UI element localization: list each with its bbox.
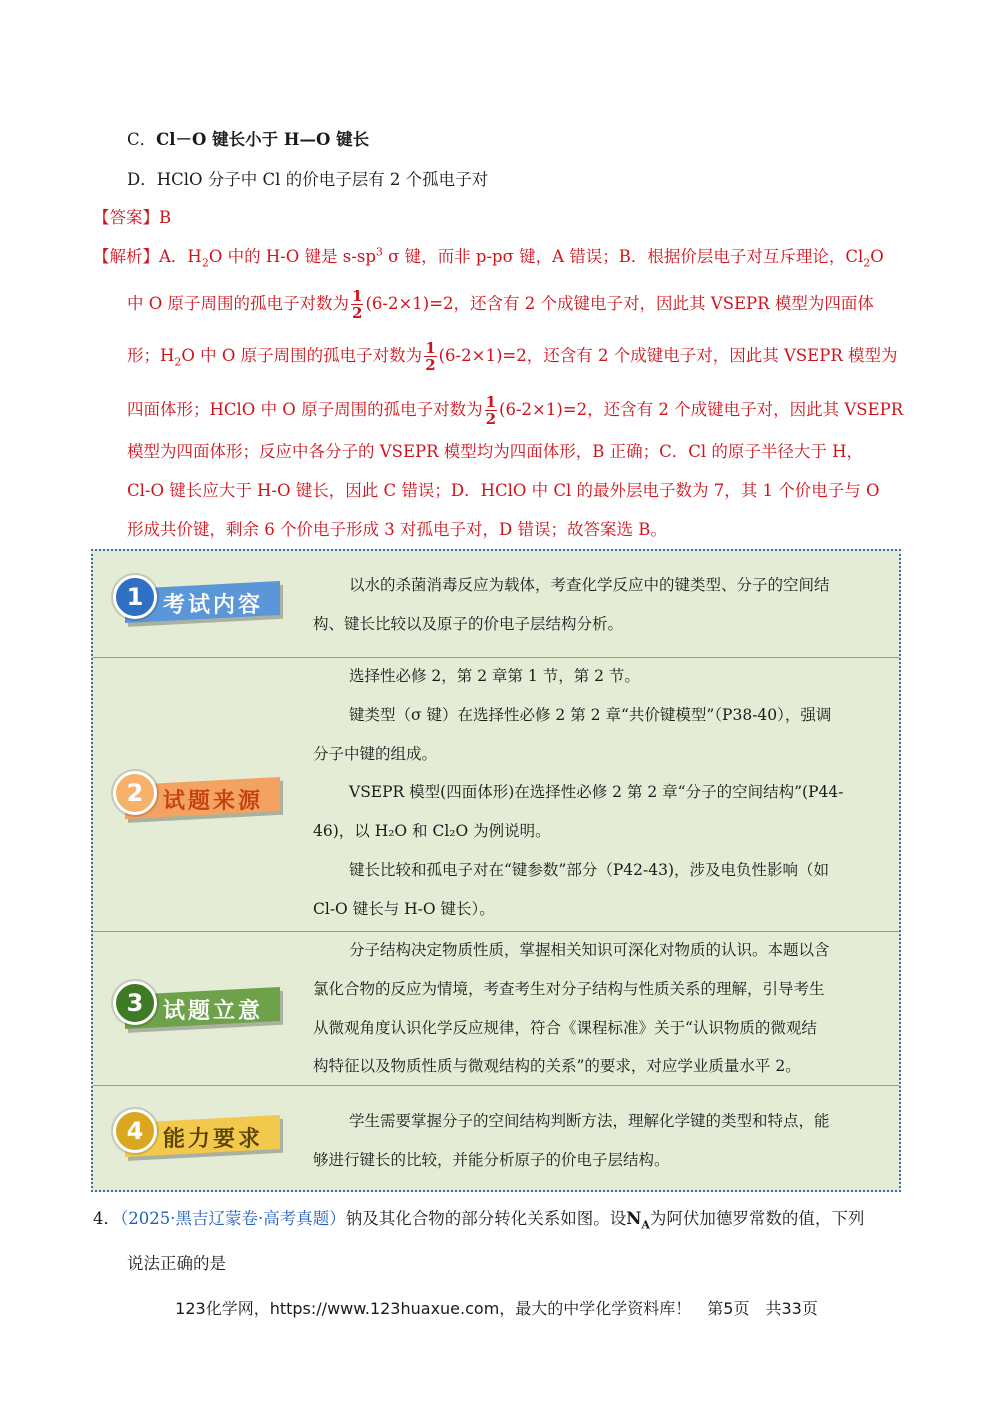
question-source-link[interactable]: （2025·黑吉辽蒙卷·高考真题） xyxy=(120,1209,346,1228)
badge-question-intent xyxy=(113,981,283,1029)
section-question-intent: 3 试题立意 分子结构决定物质性质，掌握相关知识可深化对物质的认识。本题以含 氯化合物的反应为情境，考查考生对分子结构与性质关系的理解，引导考生 从微观角度认识化学反应规律，符合《课程标准》关于“认识物质的微观结 构特征以及物质性质与微观结构的关系”的要求，对应学业质量水平 2。 xyxy=(93,931,899,1085)
question-number: 4． xyxy=(93,1209,120,1228)
badge-number: 4 xyxy=(113,1109,157,1153)
badge-exam-content xyxy=(113,575,283,623)
badge-title: 试题立意 xyxy=(163,999,264,1024)
answer-label: 【答案】 xyxy=(93,208,159,227)
answer-value: B xyxy=(159,208,172,227)
badge-number: 2 xyxy=(113,771,157,815)
page-footer: 123化学网，https://www.123huaxue.com，最大的中学化学资料库！ 第5页 共33页 xyxy=(175,1299,818,1318)
analysis-line-1: 【解析】A．$H_2O$ 中的 H-O 键是 $s-sp^3$ σ 键，而非 p-pσ 键，A 错误；B．根据价层电子对互斥理论，$Cl_2O$ xyxy=(93,245,884,270)
section-exam-content: 1 考试内容 以水的杀菌消毒反应为载体，考查化学反应中的键类型、分子的空间结 构、键长比较以及原子的价电子层结构分析。 xyxy=(93,551,899,657)
fraction-half: $\frac{1}{2}$ xyxy=(485,393,497,428)
analysis-line-7: 形成共价键，剩余 6 个价电子形成 3 对孤电子对，D 错误；故答案选 B。 xyxy=(127,520,667,539)
option-c: C．Cl－O 键长小于 H—O 键长 xyxy=(127,130,370,149)
badge-title: 考试内容 xyxy=(163,593,264,618)
badge-ability-requirement xyxy=(113,1109,283,1157)
badge-question-source xyxy=(113,771,283,819)
analysis-line-2: 中 O 原子周围的孤电子对数为 $\frac{1}{2}$ (6-2×1)=2，还含有 2 个成键电子对，因此其 VSEPR 模型为四面体 xyxy=(127,287,874,322)
section-question-source: 2 试题来源 选择性必修 2，第 2 章第 1 节，第 2 节。 键类型（σ 键）在选择性必修 2 第 2 章“共价键模型”（P38-40），强调 分子中键的组成。 VSEPR 模型(四面体形)在选择性必修 2 第 2 章“分子的空间结构”(P44- 46)，以 H₂O 和 Cl₂O 为例说明。 键长比较和孤电子对在“键参数”部分（P42-43)，涉及电负性影响（如 Cl-O 键长与 H-O 键长）。 xyxy=(93,657,899,931)
question-4: 4．（2025·黑吉辽蒙卷·高考真题）钠及其化合物的部分转化关系如图。设$N_A$为阿伏加德罗常数的值，下列 xyxy=(93,1209,865,1232)
section-ability-requirement: 4 能力要求 学生需要掌握分子的空间结构判断方法，理解化学键的类型和特点，能 够进行键长的比较，并能分析原子的价电子层结构。 xyxy=(93,1085,899,1190)
badge-title: 试题来源 xyxy=(163,789,264,814)
analysis-line-4: 四面体形；HClO 中 O 原子周围的孤电子对数为 $\frac{1}{2}$ (6-2×1)=2，还含有 2 个成键电子对，因此其 VSEPR xyxy=(127,393,904,428)
badge-title: 能力要求 xyxy=(163,1127,264,1152)
analysis-line-6: Cl-O 键长应大于 H-O 键长，因此 C 错误；D．HClO 中 Cl 的最外层电子数为 7，其 1 个价电子与 O xyxy=(127,481,880,500)
question-4-continued: 说法正确的是 xyxy=(127,1254,226,1273)
fraction-half: $\frac{1}{2}$ xyxy=(425,339,436,374)
fraction-half: $\frac{1}{2}$ xyxy=(352,287,363,322)
analysis-line-5: 模型为四面体形；反应中各分子的 VSEPR 模型均为四面体形，B 正确；C．Cl 的原子半径大于 H， xyxy=(127,442,864,461)
option-d-text: HClO 分子中 Cl 的价电子层有 2 个孤电子对 xyxy=(156,170,489,189)
option-d: D．HClO 分子中 Cl 的价电子层有 2 个孤电子对 xyxy=(127,170,489,189)
na-symbol: $N_A$ xyxy=(626,1209,650,1232)
answer-line xyxy=(93,207,171,229)
analysis-line-3: 形；$H_2O$ 中 O 原子周围的孤电子对数为 $\frac{1}{2}$ (6-2×1)=2，还含有 2 个成键电子对，因此其 VSEPR 模型为 xyxy=(127,339,898,374)
badge-number: 3 xyxy=(113,981,157,1025)
badge-number: 1 xyxy=(113,575,157,619)
analysis-info-box xyxy=(91,549,901,1192)
option-c-text: Cl－O 键长小于 H—O 键长 xyxy=(156,130,370,149)
analysis-label: 【解析】 xyxy=(93,247,159,266)
